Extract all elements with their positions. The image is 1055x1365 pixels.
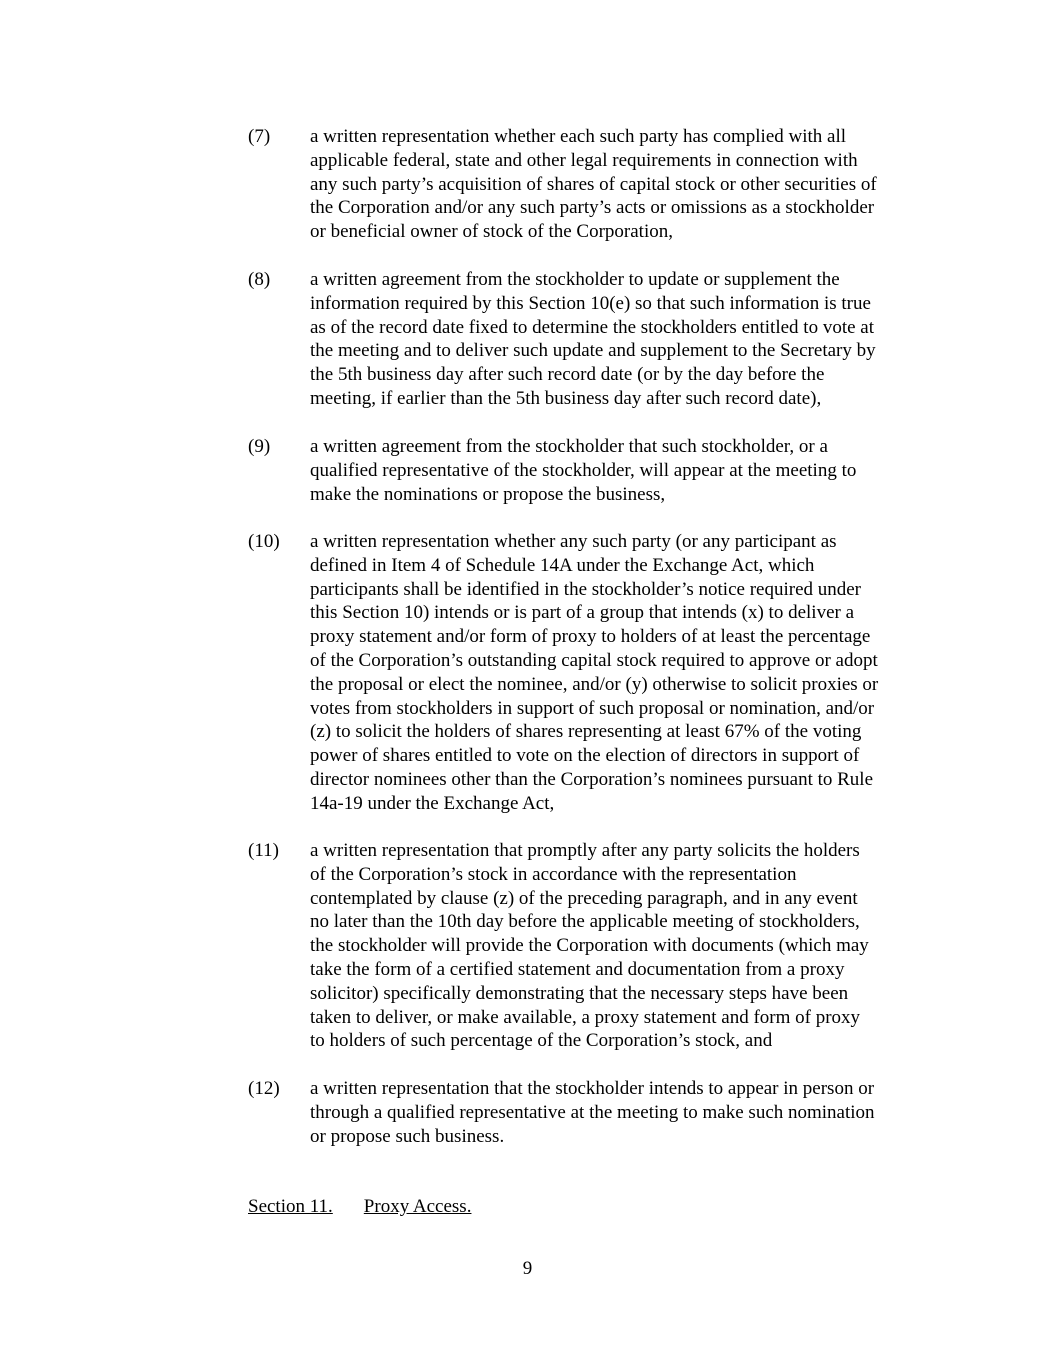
section-label: Section 11. bbox=[248, 1196, 333, 1217]
list-item bbox=[248, 839, 948, 1053]
item-number: (12) bbox=[248, 1078, 280, 1099]
item-text bbox=[310, 268, 935, 411]
item-number: (10) bbox=[248, 531, 280, 552]
text-line: a written agreement from the stockholder to update or supplement the bbox=[310, 269, 840, 290]
text-line: a written representation that the stockholder intends to appear in person or bbox=[310, 1078, 875, 1099]
text-line: (z) to solicit the holders of shares representing at least 67% of the voting bbox=[310, 721, 862, 743]
list-item bbox=[248, 435, 948, 506]
text-line: to holders of such percentage of the Corporation’s stock, and bbox=[310, 1030, 773, 1052]
text-line: proxy statement and/or form of proxy to holders of at least the percentage bbox=[310, 626, 871, 648]
item-text bbox=[310, 1077, 935, 1148]
text-line: or propose such business. bbox=[310, 1125, 505, 1147]
text-line: a written representation that promptly after any party solicits the holders bbox=[310, 840, 860, 861]
text-line: through a qualified representative at the meeting to make such nomination bbox=[310, 1101, 875, 1123]
text-line: the Corporation and/or any such party’s acts or omissions as a stockholder bbox=[310, 197, 875, 219]
text-line: applicable federal, state and other legal requirements in connection with bbox=[310, 149, 858, 171]
list-item bbox=[248, 1077, 948, 1148]
text-line: votes from stockholders in support of such proposal or nomination, and/or bbox=[310, 697, 875, 719]
text-line: director nominees other than the Corporation’s nominees pursuant to Rule bbox=[310, 768, 874, 790]
text-line: a written agreement from the stockholder that such stockholder, or a bbox=[310, 436, 828, 457]
text-line: 14a-19 under the Exchange Act, bbox=[310, 792, 555, 814]
text-line: solicitor) specifically demonstrating that the necessary steps have been bbox=[310, 982, 849, 1004]
list-item bbox=[248, 530, 948, 816]
item-number: (11) bbox=[248, 840, 279, 861]
text-line: make the nominations or propose the business, bbox=[310, 483, 666, 505]
list-item bbox=[248, 125, 948, 244]
text-line: taken to deliver, or make available, a proxy statement and form of proxy bbox=[310, 1006, 861, 1028]
text-line: the stockholder will provide the Corporation with documents (which may bbox=[310, 935, 869, 957]
page-number: 9 bbox=[522, 1258, 533, 1279]
item-text bbox=[310, 530, 935, 816]
item-number: (9) bbox=[248, 436, 271, 457]
item-number: (7) bbox=[248, 126, 271, 147]
text-line: participants shall be identified in the stockholder’s notice required under bbox=[310, 578, 862, 600]
section-title: Proxy Access. bbox=[363, 1196, 472, 1217]
item-text bbox=[310, 125, 935, 244]
text-line: the proposal or elect the nominee, and/or (y) otherwise to solicit proxies or bbox=[310, 673, 879, 695]
text-line: take the form of a certified statement and documentation from a proxy bbox=[310, 958, 845, 980]
text-line: a written representation whether any such party (or any participant as bbox=[310, 531, 837, 552]
text-line: a written representation whether each such party has complied with all bbox=[310, 126, 847, 147]
item-number: (8) bbox=[248, 269, 271, 290]
text-line: no later than the 10th day before the applicable meeting of stockholders, bbox=[310, 911, 860, 933]
text-line: as of the record date fixed to determine the stockholders entitled to vote at bbox=[310, 316, 874, 338]
text-line: or beneficial owner of stock of the Corporation, bbox=[310, 221, 673, 243]
text-line: the 5th business day after such record date (or by the day before the bbox=[310, 364, 825, 386]
text-line: this Section 10) intends or is part of a group that intends (x) to deliver a bbox=[310, 602, 855, 624]
text-line: any such party’s acquisition of shares of capital stock or other securities of bbox=[310, 173, 877, 195]
text-line: defined in Item 4 of Schedule 14A under the Exchange Act, which bbox=[310, 554, 815, 576]
section-heading bbox=[248, 1195, 471, 1219]
text-line: of the Corporation’s stock in accordance with the representation bbox=[310, 863, 797, 885]
item-text bbox=[310, 839, 935, 1053]
item-text bbox=[310, 435, 935, 506]
text-line: the meeting and to deliver such update and supplement to the Secretary by bbox=[310, 340, 876, 362]
text-line: contemplated by clause (z) of the preceding paragraph, and in any event bbox=[310, 887, 858, 909]
list-item bbox=[248, 268, 948, 411]
text-line: power of shares entitled to vote on the election of directors in support of bbox=[310, 745, 860, 767]
text-line: information required by this Section 10(e) so that such information is true bbox=[310, 292, 871, 314]
text-line: meeting, if earlier than the 5th business day after such record date), bbox=[310, 387, 822, 409]
text-line: of the Corporation’s outstanding capital stock required to approve or adopt bbox=[310, 649, 878, 671]
text-line: qualified representative of the stockholder, will appear at the meeting to bbox=[310, 459, 857, 481]
